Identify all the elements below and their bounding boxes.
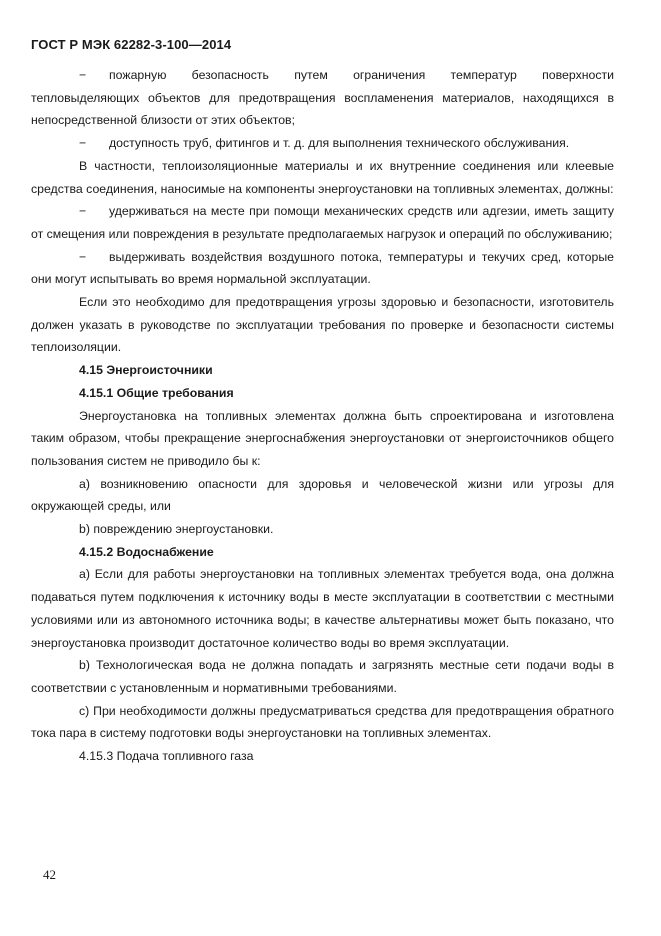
document-header: ГОСТ Р МЭК 62282-3-100—2014 <box>31 37 232 52</box>
document-body <box>31 64 614 768</box>
section-heading: 4.15 Энергоисточники <box>79 363 213 378</box>
dash-marker: − <box>79 204 87 219</box>
dash-item <box>31 132 614 155</box>
dash-item <box>31 246 614 291</box>
dash-item <box>31 200 614 245</box>
paragraph: В частности, теплоизоляционные материалы и их внутренние соединения или клеевые средства соединения, наносимые на компоненты энергоустановки на топливных элементах, должны: <box>31 158 614 196</box>
dash-item-text: пожарную безопасность путем ограничения температур поверхности тепловыделяющих объектов для предотвращения воспламенения материалов, находящихся в непосредственной близости от этих объектов; <box>31 68 614 128</box>
dash-marker: − <box>79 249 87 264</box>
list-item-a: a) Если для работы энергоустановки на топливных элементах требуется вода, она должна подаваться путем подключения к источнику воды в месте эксплуатации в соответствии с местными условиями или из автономного источника воды; в качестве альтернативы может быть показано, что энергоустановка производит достаточное количество воды во время эксплуатации. <box>31 567 614 650</box>
subsection-heading: 4.15.1 Общие требования <box>79 385 234 400</box>
list-item-b: b) Технологическая вода не должна попадать и загрязнять местные сети подачи воды в соответствии с установленным и нормативными требованиями. <box>31 658 614 695</box>
subsection-heading: 4.15.2 Водоснабжение <box>79 544 214 559</box>
paragraph: Если это необходимо для предотвращения угрозы здоровью и безопасности, изготовитель должен указать в руководстве по эксплуатации требования по проверке и безопасности системы теплоизоляции. <box>31 295 614 355</box>
paragraph: Энергоустановка на топливных элементах должна быть спроектирована и изготовлена таким образом, чтобы прекращение энергоснабжения энергоустановки от энергоисточников общего пользования систем не приводило бы к: <box>31 408 614 468</box>
dash-item-text: выдерживать воздействия воздушного потока, температуры и текучих сред, которые они могут испытывать во время нормальной эксплуатации. <box>31 249 614 287</box>
dash-item-text: удерживаться на месте при помощи механических средств или адгезии, иметь защиту от смещения или повреждения в результате предполагаемых нагрузок и операций по обслуживанию; <box>31 204 614 241</box>
dash-marker: − <box>79 68 87 82</box>
list-item-b: b) повреждению энергоустановки. <box>79 522 274 537</box>
page-number: 42 <box>43 867 56 882</box>
dash-item <box>31 64 614 132</box>
dash-item-text: доступность труб, фитингов и т. д. для выполнения технического обслуживания. <box>109 136 570 151</box>
list-item-a: a) возникновению опасности для здоровья и человеческой жизни или угрозы для окружающей среды, или <box>31 476 614 514</box>
dash-marker: − <box>79 136 87 151</box>
subsection-heading: 4.15.3 Подача топливного газа <box>79 749 254 764</box>
list-item-c: c) При необходимости должны предусматриваться средства для предотвращения обратного тока пара в систему подготовки воды энергоустановки на топливных элементах. <box>31 703 614 741</box>
